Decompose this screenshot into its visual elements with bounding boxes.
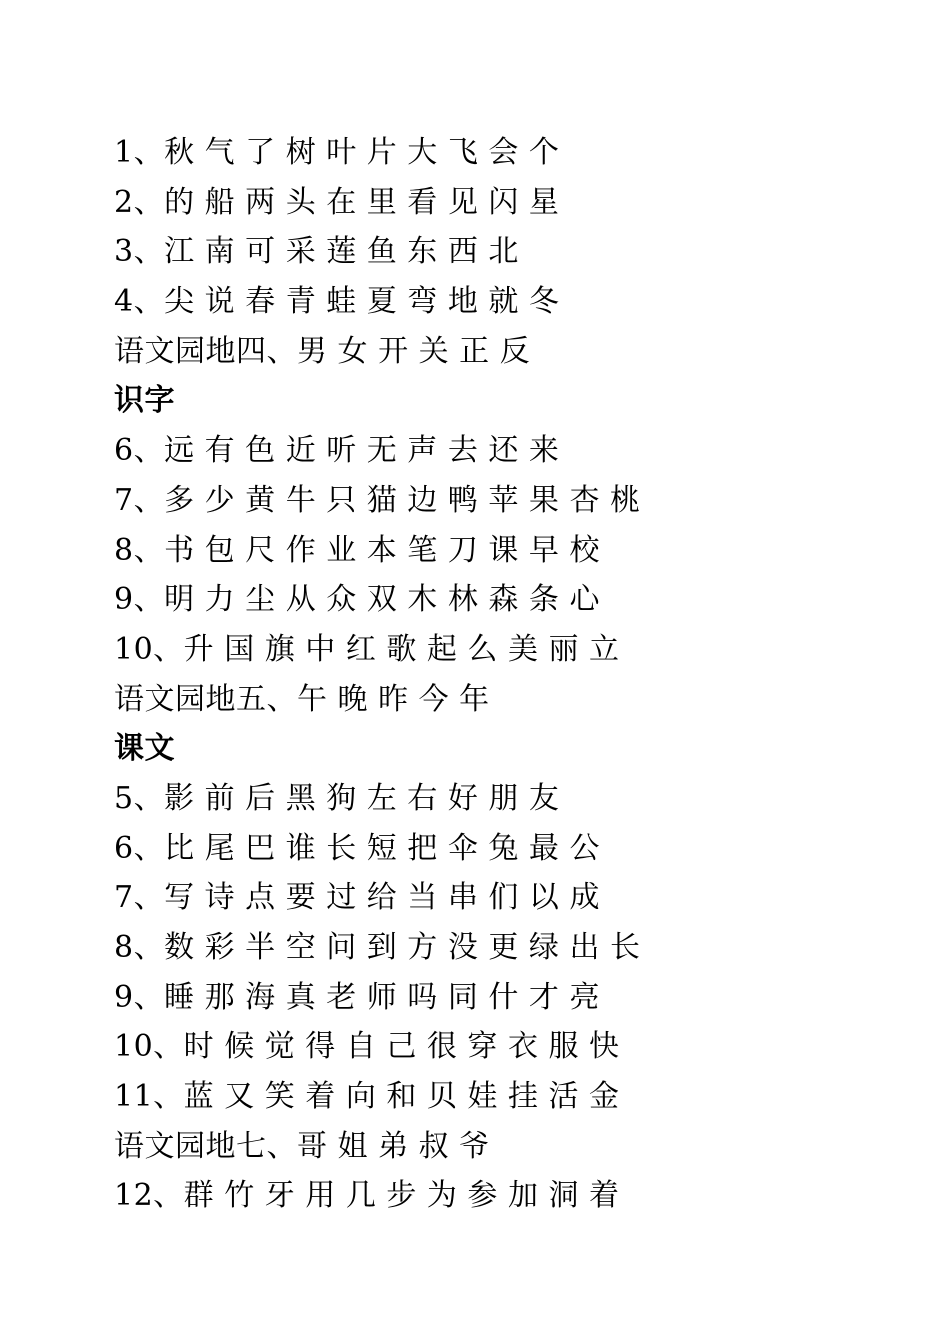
section-heading-shizi: 识字	[114, 383, 175, 419]
vocab-line-10: 10、升 国 旗 中 红 歌 起 么 美 丽 立	[114, 631, 620, 667]
section-heading-kewen: 课文	[114, 731, 175, 767]
vocab-line-6b: 6、比 尾 巴 谁 长 短 把 伞 兔 最 公	[114, 830, 600, 866]
vocab-line-1: 1、秋 气 了 树 叶 片 大 飞 会 个	[114, 135, 560, 170]
vocab-line-3: 3、江 南 可 采 莲 鱼 东 西 北	[114, 234, 519, 270]
vocab-line-9: 9、明 力 尘 从 众 双 木 林 森 条 心	[114, 582, 600, 618]
vocab-line-4: 4、尖 说 春 青 蛙 夏 弯 地 就 冬	[114, 284, 560, 320]
vocab-line-8b: 8、数 彩 半 空 问 到 方 没 更 绿 出 长	[114, 930, 641, 965]
vocab-line-7: 7、多 少 黄 牛 只 猫 边 鸭 苹 果 杏 桃	[114, 482, 641, 518]
vocab-line-8: 8、书 包 尺 作 业 本 笔 刀 课 早 校	[114, 532, 600, 568]
vocab-line-11b: 11、蓝 又 笑 着 向 和 贝 娃 挂 活 金	[114, 1079, 620, 1115]
vocab-line-garden-7: 语文园地七、哥 姐 弟 叔 爷	[114, 1128, 490, 1164]
vocab-line-garden-5: 语文园地五、午 晚 昨 今 年	[114, 681, 490, 717]
vocab-line-5b: 5、影 前 后 黑 狗 左 右 好 朋 友	[114, 780, 560, 816]
vocab-line-6: 6、远 有 色 近 听 无 声 去 还 来	[114, 433, 560, 469]
vocab-line-2: 2、的 船 两 头 在 里 看 见 闪 星	[114, 184, 560, 220]
document-body	[114, 128, 914, 1221]
vocab-line-12b: 12、群 竹 牙 用 几 步 为 参 加 洞 着	[114, 1178, 620, 1214]
vocab-line-9b: 9、睡 那 海 真 老 师 吗 同 什 才 亮	[114, 979, 600, 1015]
vocab-line-garden-4: 语文园地四、男 女 开 关 正 反	[114, 333, 531, 369]
vocab-line-7b: 7、写 诗 点 要 过 给 当 串 们 以 成	[114, 880, 600, 916]
vocab-line-10b: 10、时 候 觉 得 自 己 很 穿 衣 服 快	[114, 1029, 620, 1065]
